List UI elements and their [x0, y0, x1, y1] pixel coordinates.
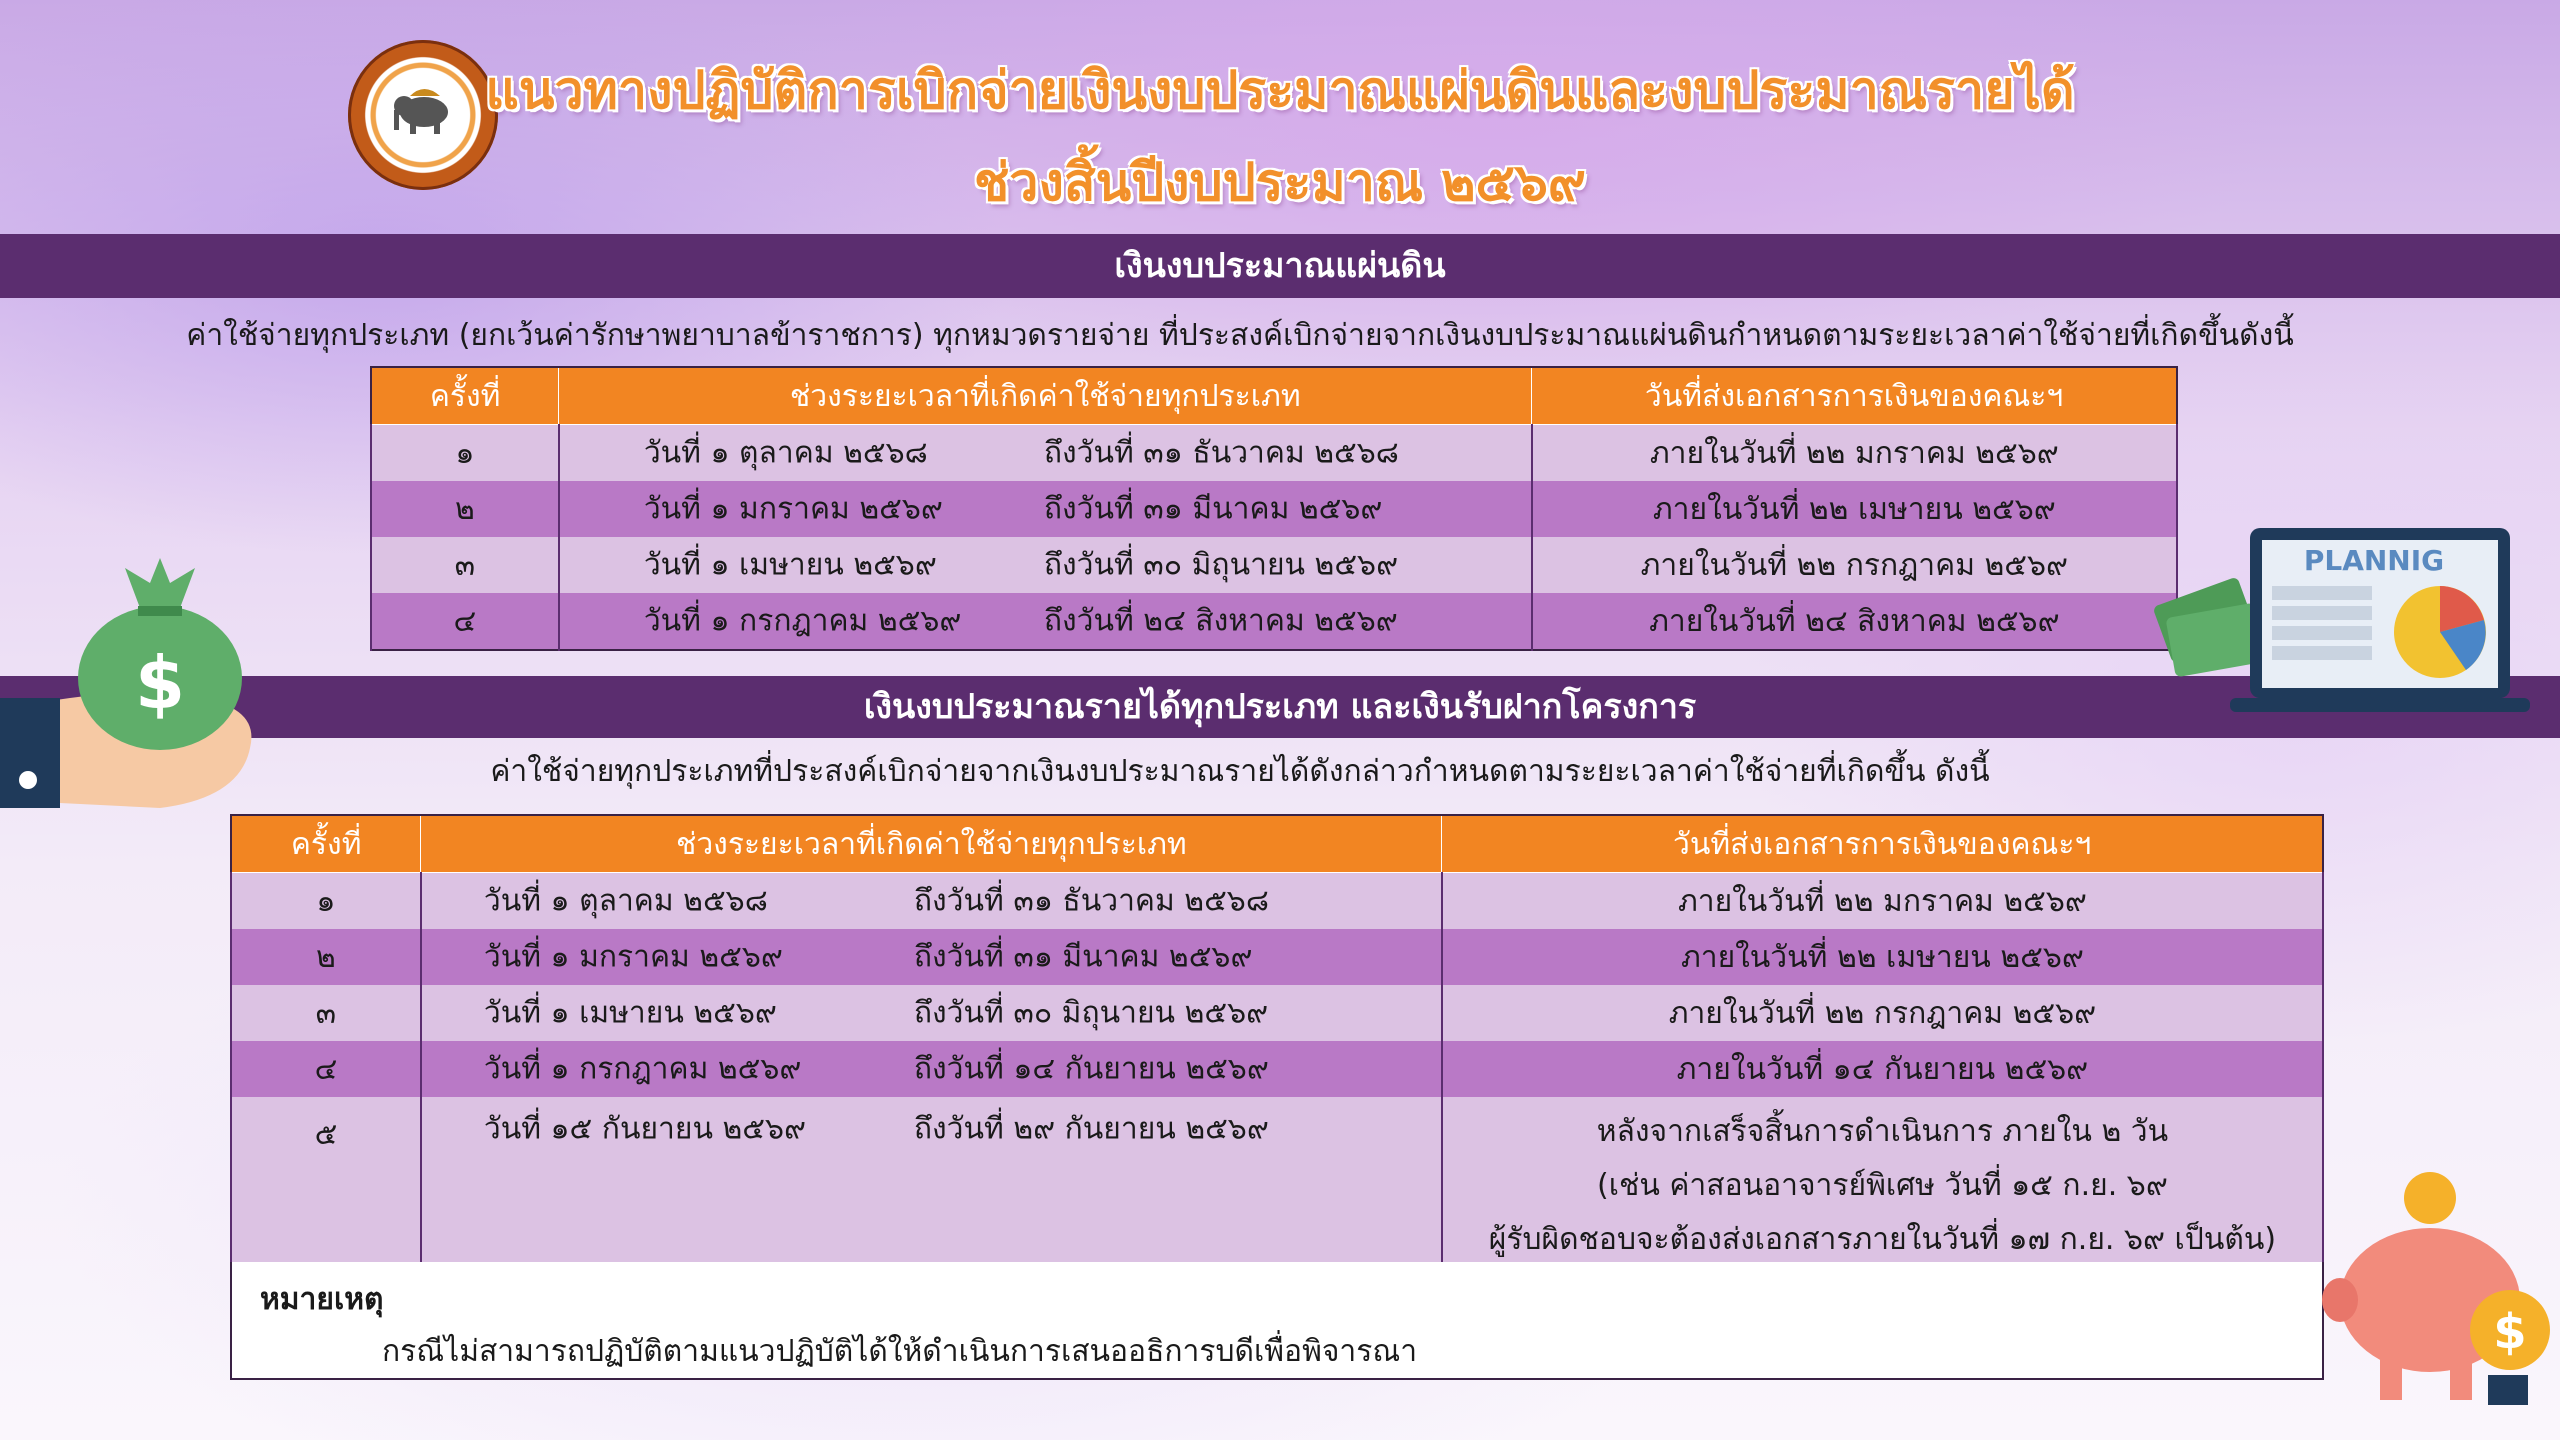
period-end: ถึงวันที่ ๓๐ มิถุนายน ๒๕๖๙	[913, 995, 1269, 1031]
row-period	[559, 537, 1532, 593]
table-row	[231, 1041, 2323, 1097]
period-end: ถึงวันที่ ๓๐ มิถุนายน ๒๕๖๙	[1043, 547, 1399, 583]
row-period	[421, 873, 1442, 930]
row-submit: ภายในวันที่ ๒๒ กรกฎาคม ๒๕๖๙	[1532, 537, 2177, 593]
row-submit	[1442, 1097, 2323, 1277]
row-period	[559, 425, 1532, 482]
row-submit: ภายในวันที่ ๒๒ กรกฎาคม ๒๕๖๙	[1442, 985, 2323, 1041]
section1-heading: เงินงบประมาณแผ่นดิน	[0, 234, 2560, 298]
row-period	[421, 929, 1442, 985]
remark-text: กรณีไม่สามารถปฏิบัติตามแนวปฏิบัติได้ให้ดำเนินการเสนออธิการบดีเพื่อพิจารณา	[382, 1334, 1418, 1369]
row-no: ๑	[231, 873, 421, 930]
period-start: วันที่ ๑ ตุลาคม ๒๕๖๘	[643, 435, 928, 471]
period-start: วันที่ ๑ เมษายน ๒๕๖๙	[483, 995, 777, 1031]
section2-table	[230, 814, 2324, 1278]
row-period	[559, 593, 1532, 650]
column-header-no: ครั้งที่	[231, 815, 421, 873]
row-period	[559, 481, 1532, 537]
column-header-submit: วันที่ส่งเอกสารการเงินของคณะฯ	[1442, 815, 2323, 873]
planning-label: PLANNIG	[2303, 544, 2445, 577]
table-row	[231, 985, 2323, 1041]
row-submit: ภายในวันที่ ๒๒ มกราคม ๒๕๖๙	[1532, 425, 2177, 482]
row-submit: ภายในวันที่ ๒๒ เมษายน ๒๕๖๙	[1442, 929, 2323, 985]
submit-note-line: หลังจากเสร็จสิ้นการดำเนินการ ภายใน ๒ วัน	[1596, 1114, 2169, 1149]
row-no: ๔	[371, 593, 559, 650]
row-no: ๓	[231, 985, 421, 1041]
period-end: ถึงวันที่ ๒๔ สิงหาคม ๒๕๖๙	[1043, 603, 1398, 639]
money-bag-symbol: $	[134, 641, 186, 725]
table-row	[231, 873, 2323, 930]
section1-table	[370, 366, 2178, 651]
row-submit: ภายในวันที่ ๒๒ เมษายน ๒๕๖๙	[1532, 481, 2177, 537]
section1-description: ค่าใช้จ่ายทุกประเภท (ยกเว้นค่ารักษาพยาบาลข้าราชการ) ทุกหมวดรายจ่าย ที่ประสงค์เบิกจ่ายจากเงินงบประมาณแผ่นดินกำหนดตามระยะเวลาค่าใช้จ่ายที่เกิดขึ้นดังนี้	[186, 318, 2294, 353]
table-row	[371, 425, 2177, 482]
money-bag-hand-icon	[0, 548, 270, 818]
period-start: วันที่ ๑ กรกฎาคม ๒๕๖๙	[643, 603, 962, 639]
row-no: ๓	[371, 537, 559, 593]
period-end: ถึงวันที่ ๓๑ มีนาคม ๒๕๖๙	[913, 939, 1253, 975]
coin-symbol: $	[2493, 1304, 2527, 1360]
page-title-line2: ช่วงสิ้นปีงบประมาณ ๒๕๖๙	[974, 153, 1586, 213]
table-row	[371, 593, 2177, 650]
section2-heading: เงินงบประมาณรายได้ทุกประเภท และเงินรับฝากโครงการ	[0, 676, 2560, 738]
table-row	[371, 481, 2177, 537]
row-no: ๔	[231, 1041, 421, 1097]
column-header-submit: วันที่ส่งเอกสารการเงินของคณะฯ	[1532, 367, 2177, 425]
row-no: ๒	[371, 481, 559, 537]
section2-description: ค่าใช้จ่ายทุกประเภทที่ประสงค์เบิกจ่ายจากเงินงบประมาณรายได้ดังกล่าวกำหนดตามระยะเวลาค่าใช้จ่ายที่เกิดขึ้น ดังนี้	[490, 754, 1990, 789]
table-row	[371, 537, 2177, 593]
column-header-no: ครั้งที่	[371, 367, 559, 425]
period-start: วันที่ ๑ มกราคม ๒๕๖๙	[483, 939, 783, 975]
row-no: ๒	[231, 929, 421, 985]
row-submit: ภายในวันที่ ๑๔ กันยายน ๒๕๖๙	[1442, 1041, 2323, 1097]
period-start: วันที่ ๑ ตุลาคม ๒๕๖๘	[483, 883, 768, 919]
period-start: วันที่ ๑๕ กันยายน ๒๕๖๙	[483, 1111, 807, 1147]
period-start: วันที่ ๑ เมษายน ๒๕๖๙	[643, 547, 937, 583]
period-end: ถึงวันที่ ๓๑ ธันวาคม ๒๕๖๘	[1043, 435, 1399, 471]
column-header-period: ช่วงระยะเวลาที่เกิดค่าใช้จ่ายทุกประเภท	[559, 367, 1532, 425]
remark-title: หมายเหตุ	[260, 1282, 384, 1317]
page-title-line1: แนวทางปฏิบัติการเบิกจ่ายเงินงบประมาณแผ่นดินและงบประมาณรายได้	[485, 61, 2075, 121]
period-end: ถึงวันที่ ๓๑ มีนาคม ๒๕๖๙	[1043, 491, 1383, 527]
column-header-period: ช่วงระยะเวลาที่เกิดค่าใช้จ่ายทุกประเภท	[421, 815, 1442, 873]
submit-note-line: ผู้รับผิดชอบจะต้องส่งเอกสารภายในวันที่ ๑๗ ก.ย. ๖๙ เป็นต้น)	[1488, 1222, 2277, 1257]
period-end: ถึงวันที่ ๑๔ กันยายน ๒๕๖๙	[913, 1051, 1269, 1087]
row-no: ๑	[371, 425, 559, 482]
piggy-bank-icon	[2320, 1170, 2560, 1440]
row-submit: ภายในวันที่ ๒๒ มกราคม ๒๕๖๙	[1442, 873, 2323, 930]
row-no: ๕	[231, 1097, 421, 1277]
row-period	[421, 1097, 1442, 1277]
remark-box	[230, 1262, 2324, 1380]
table-row	[231, 1097, 2323, 1277]
planning-laptop-icon	[2150, 520, 2550, 720]
row-submit: ภายในวันที่ ๒๔ สิงหาคม ๒๕๖๙	[1532, 593, 2177, 650]
period-start: วันที่ ๑ กรกฎาคม ๒๕๖๙	[483, 1051, 802, 1087]
row-period	[421, 1041, 1442, 1097]
period-end: ถึงวันที่ ๓๑ ธันวาคม ๒๕๖๘	[913, 883, 1269, 919]
period-start: วันที่ ๑ มกราคม ๒๕๖๙	[643, 491, 943, 527]
period-end: ถึงวันที่ ๒๙ กันยายน ๒๕๖๙	[913, 1111, 1269, 1147]
row-period	[421, 985, 1442, 1041]
submit-note-line: (เช่น ค่าสอนอาจารย์พิเศษ วันที่ ๑๕ ก.ย. ๖๙	[1597, 1168, 2168, 1203]
table-row	[231, 929, 2323, 985]
